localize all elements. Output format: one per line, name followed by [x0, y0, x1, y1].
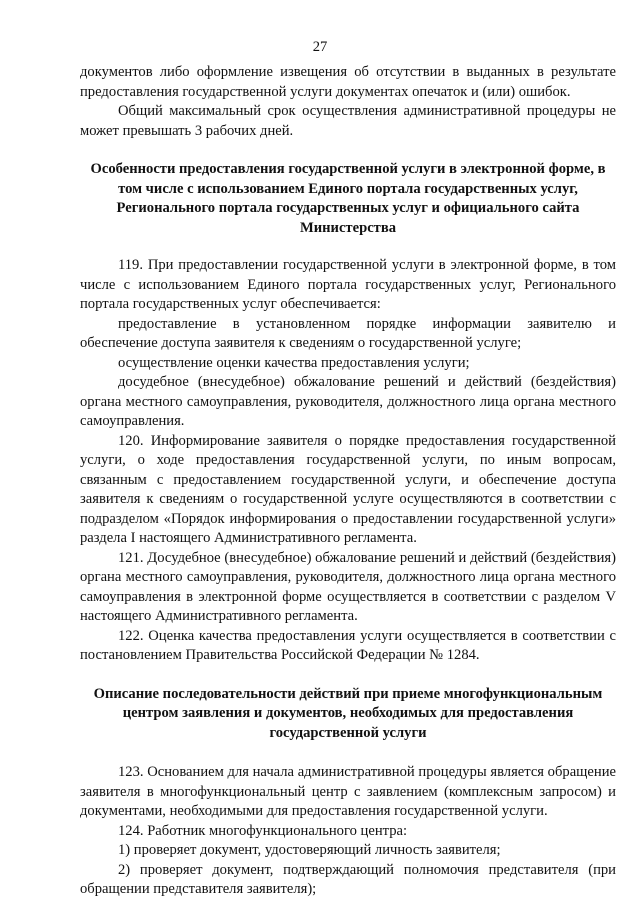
paragraph-119-item-quality: осуществление оценки качества предоставления услуги;: [118, 354, 470, 371]
paragraph-119-item-appeal: досудебное (внесудебное) обжалование решений и действий (бездействия) органа местного самоуправления, руководителя, должностного лица органа местного самоуправления.: [80, 374, 616, 429]
paragraph-124: 124. Работник многофункционального центра:: [118, 822, 408, 839]
paragraph-max-term: Общий максимальный срок осуществления административной процедуры не может превышать 3 рабочих дней.: [80, 103, 616, 139]
paragraph-119-item-info: предоставление в установленном порядке информации заявителю и обеспечение доступа заявителя к сведениям о государственной услуге;: [80, 315, 616, 351]
paragraph-124-item-2: 2) проверяет документ, подтверждающий полномочия представителя (при обращении представителя заявителя);: [80, 861, 616, 897]
paragraph-124-item-1: 1) проверяет документ, удостоверяющий личность заявителя;: [118, 842, 501, 858]
paragraph-123: 123. Основанием для начала административной процедуры является обращение заявителя в многофункциональный центр с заявлением (комплексным запросом) и документами, необходимыми для предоставления государственной услуги.: [80, 764, 616, 819]
paragraph-120: 120. Информирование заявителя о порядке предоставления государственной услуги, о ходе предоставления государственной услуги, по иным вопросам, связанным с предоставлением государственной услуги, и обеспечение доступа заявителя к сведениям о государственной услуге осуществляются в соответствии с подразделом «Порядок информирования о предоставлении государственной услуги» раздела I настоящего Административного регламента.: [80, 432, 616, 546]
paragraph-121: 121. Досудебное (внесудебное) обжалование решений и действий (бездействия) органа местного самоуправления, руководителя, должностного лица органа местного самоуправления в электронной форме осуществляется в соответствии с разделом V настоящего Административного регламента.: [80, 549, 616, 624]
section-heading-mfc-reception: Описание последовательности действий при приеме многофункциональным центром заявления и документов, необходимых для предоставления государственной услуги: [93, 685, 603, 741]
page-number: 27: [312, 39, 328, 55]
paragraph-119: 119. При предоставлении государственной услуги в электронной форме, в том числе с использованием Единого портала государственных услуг, Регионального портала государственных услуг обеспечивается:: [80, 257, 616, 312]
paragraph-122: 122. Оценка качества предоставления услуги осуществляется в соответствии с постановлением Правительства Российской Федерации № 1284.: [80, 627, 616, 663]
section-heading-electronic-form: Особенности предоставления государственной услуги в электронной форме, в том числе с использованием Единого портала государственных услуг, Регионального портала государственных услуг и официального сайта Министерства: [90, 161, 606, 236]
page-content: [80, 63, 616, 900]
paragraph-continuation: документов либо оформление извещения об отсутствии в выданных в результате предоставления государственной услуги документах опечаток и (или) ошибок.: [80, 64, 616, 100]
